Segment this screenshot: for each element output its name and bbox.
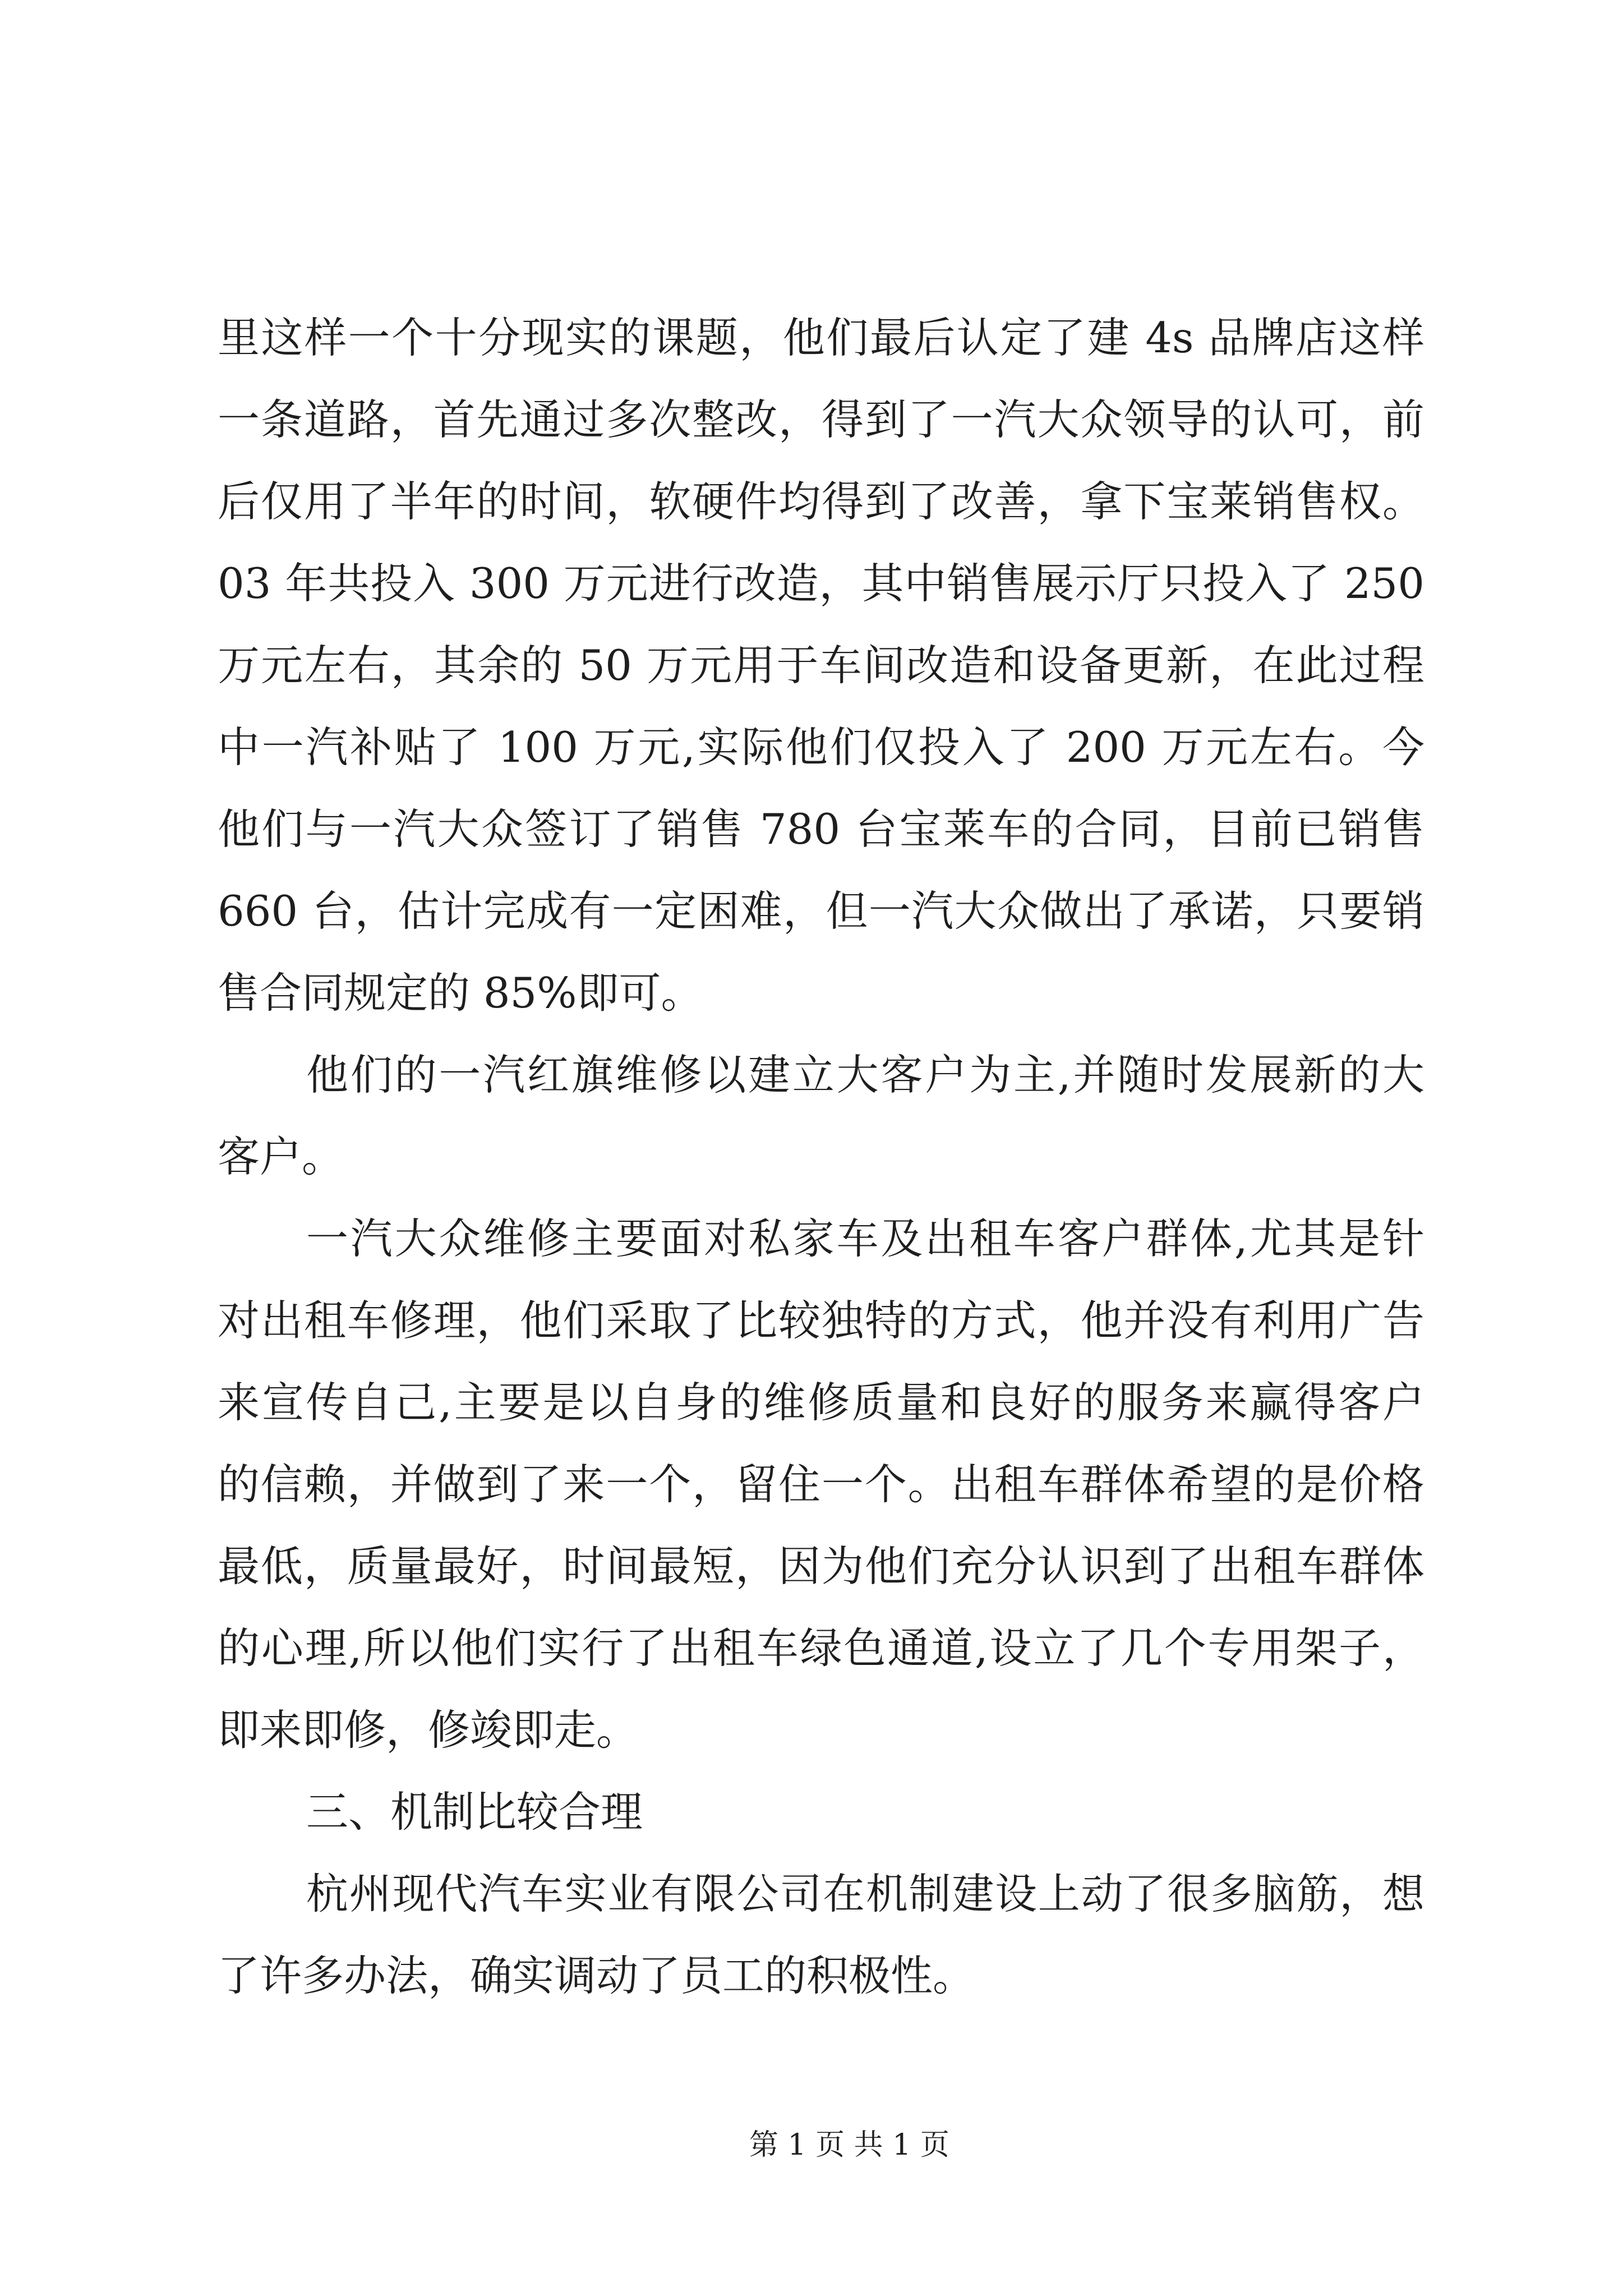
text-line: 里这样一个十分现实的课题，他们最后认定了建 4s 品牌店这样 <box>218 313 1424 362</box>
text-line: 一汽大众维修主要面对私家车及出租车客户群体,尤其是针 <box>306 1214 1424 1263</box>
page-number-footer: 第 1 页 共 1 页 <box>749 2128 949 2162</box>
text-line: 后仅用了半年的时间，软硬件均得到了改善，拿下宝莱销售权。 <box>218 477 1424 526</box>
text-line: 的信赖，并做到了来一个，留住一个。出租车群体希望的是价格 <box>218 1460 1424 1509</box>
text-line: 的心理,所以他们实行了出租车绿色通道,设立了几个专用架子， <box>218 1623 1424 1673</box>
text-line: 了许多办法，确实调动了员工的积极性。 <box>218 1951 975 2000</box>
paragraph <box>218 1853 1424 2017</box>
text-line: 最低，质量最好，时间最短，因为他们充分认识到了出租车群体 <box>218 1542 1424 1591</box>
paragraph <box>218 297 1424 1034</box>
text-line: 中一汽补贴了 100 万元,实际他们仅投入了 200 万元左右。今 <box>218 723 1424 772</box>
text-line: 一条道路，首先通过多次整改，得到了一汽大众领导的认可，前 <box>218 395 1424 444</box>
text-line: 他们的一汽红旗维修以建立大客户为主,并随时发展新的大 <box>306 1050 1424 1099</box>
text-line: 杭州现代汽车实业有限公司在机制建设上动了很多脑筋，想 <box>306 1869 1424 1918</box>
text-line: 来宣传自己,主要是以自身的维修质量和良好的服务来赢得客户 <box>218 1378 1424 1427</box>
text-line: 他们与一汽大众签订了销售 780 台宝莱车的合同，目前已销售 <box>218 804 1424 854</box>
paragraph <box>218 1034 1424 1198</box>
section-heading-text: 三、机制比较合理 <box>306 1787 643 1837</box>
text-line: 03 年共投入 300 万元进行改造，其中销售展示厅只投入了 250 <box>218 559 1424 608</box>
text-line: 售合同规定的 85%即可。 <box>218 968 703 1018</box>
paragraph <box>218 1198 1424 1771</box>
document-body <box>218 297 1424 2017</box>
section-heading <box>218 1771 1424 1853</box>
text-line: 660 台，估计完成有一定困难，但一汽大众做出了承诺，只要销 <box>218 886 1424 936</box>
text-line: 对出租车修理，他们采取了比较独特的方式，他并没有利用广告 <box>218 1296 1424 1345</box>
text-line: 万元左右，其余的 50 万元用于车间改造和设备更新，在此过程 <box>218 641 1424 690</box>
text-line: 即来即修，修竣即走。 <box>218 1705 639 1755</box>
text-line: 客户。 <box>218 1132 344 1181</box>
